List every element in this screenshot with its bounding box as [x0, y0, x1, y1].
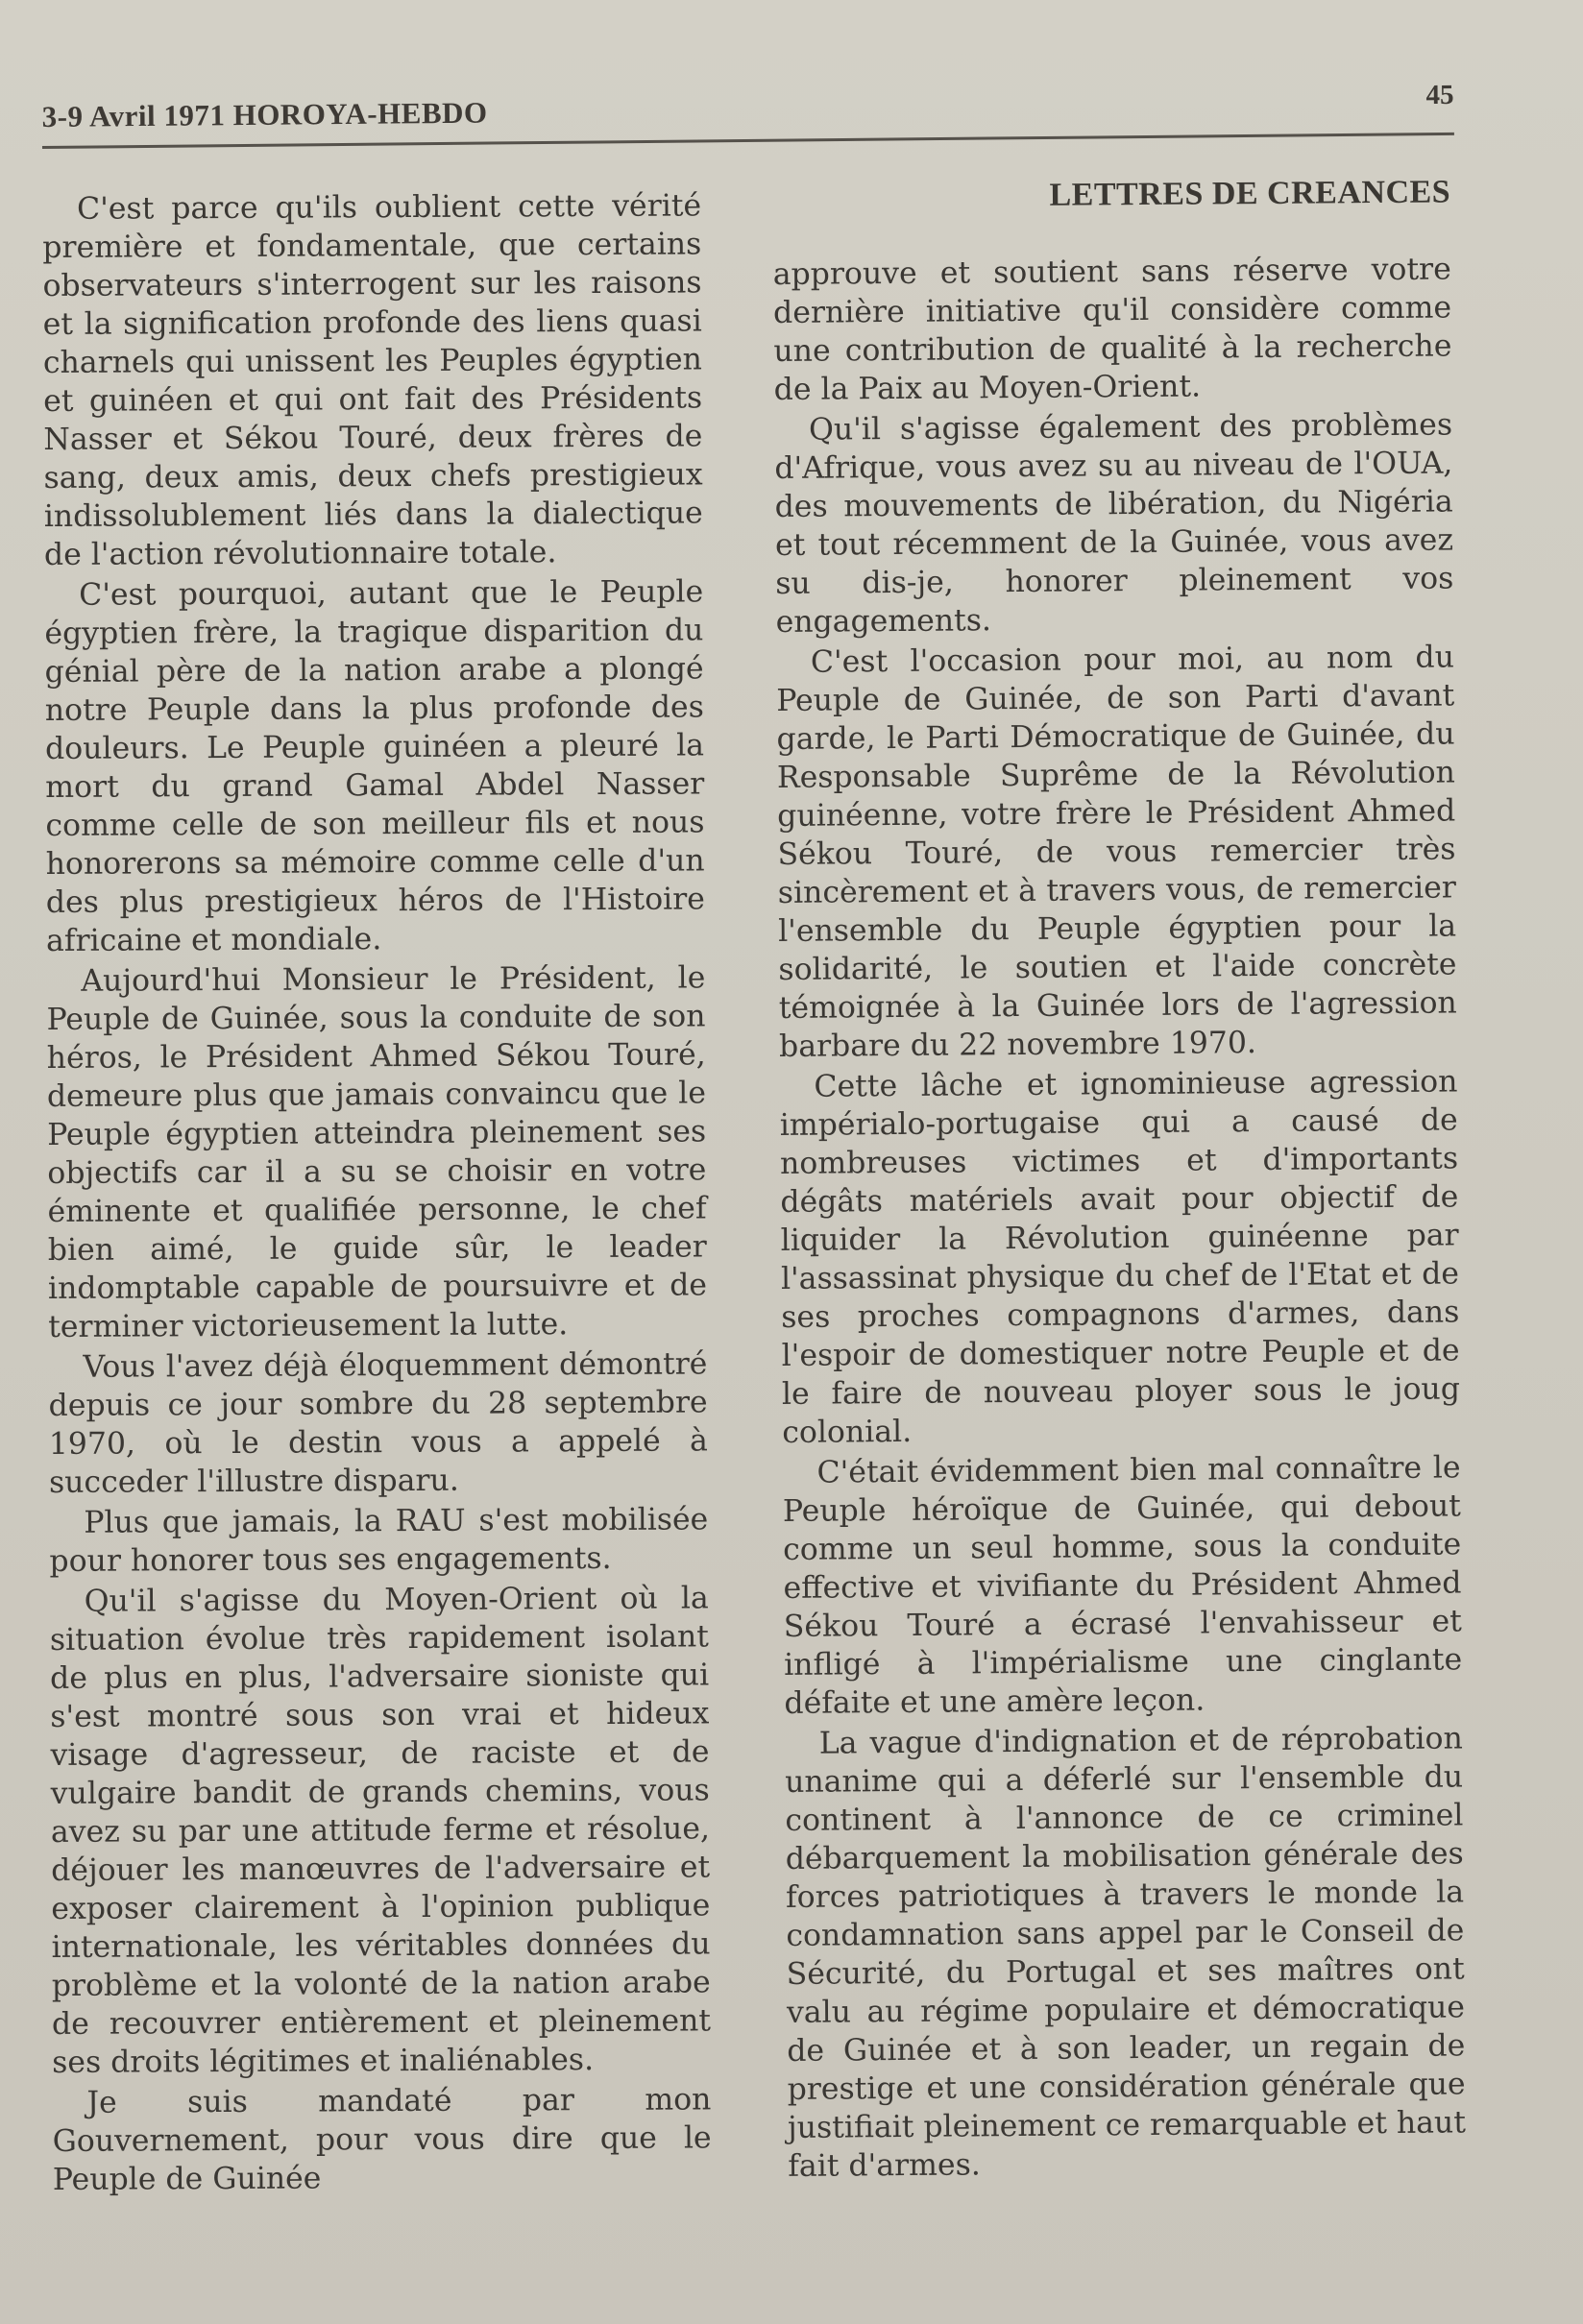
- paragraph-continued: approuve et soutient sans réserve votre dernière initiative qu'il considère comme une contribution de qualité à la recherche de la Paix au Moyen-Orient.: [772, 252, 1452, 407]
- paragraph: C'était évidemment bien mal connaître le Peuple héroïque de Guinée, qui debout comme un seul homme, sous la conduite effective et vivifiante du Président Ahmed Sékou Touré a écrasé l'envahisseur et infligé à l'impérialisme une cinglante défaite et une amère leçon.: [782, 1450, 1463, 1721]
- page-number: 45: [1425, 79, 1454, 111]
- paragraph: Cette lâche et ignominieuse agression impérialo-portugaise qui a causé de nombreuses victimes et d'importants dégâts matériels avait pour objectif de liquider la Révolution guinéenne par l'assassinat physique du chef de l'Etat et de ses proches compagnons d'armes, dans l'espoir de domestiquer notre Peuple et de le faire de nouveau ployer sous le joug colonial.: [779, 1064, 1461, 1450]
- issue-date-and-title: 3-9 Avril 1971 HOROYA-HEBDO: [41, 95, 488, 134]
- paragraph: Plus que jamais, la RAU s'est mobilisée pour honorer tous ses engagements.: [49, 1502, 709, 1579]
- paragraph: C'est parce qu'ils oublient cette vérité première et fondamentale, que certains observateurs s'interrogent sur les raisons et la signification profonde des liens quasi charnels qui unissent les Peuples égyptien et guinéen et qui ont fait des Présidents Nasser et Sékou Touré, deux frères de sang, deux amis, deux chefs prestigieux indissolublement liés dans la dialectique de l'action révolutionnaire totale.: [42, 188, 703, 572]
- paragraph: Je suis mandaté par mon Gouvernement, pour vous dire que le Peuple de Guinée: [52, 2082, 712, 2197]
- left-column: [42, 186, 712, 2201]
- paragraph: C'est l'occasion pour moi, au nom du Peuple de Guinée, de son Parti d'avant garde, le Parti Démocratique de Guinée, du Responsable Suprême de la Révolution guinéenne, votre frère le Président Ahmed Sékou Touré, de vous remercier très sincèrement et à travers vous, de remercier l'ensemble du Peuple égyptien pour la solidarité, le soutien et l'aide concrète témoignée à la Guinée lors de l'agression barbare du 22 novembre 1970.: [776, 640, 1457, 1064]
- paragraph: C'est pourquoi, autant que le Peuple égyptien frère, la tragique disparition du génial père de la nation arabe a plongé notre Peuple dans la plus profonde des douleurs. Le Peuple guinéen a pleuré la mort du grand Gamal Abdel Nasser comme celle de son meilleur fils et nous honorerons sa mémoire comme celle d'un des plus prestigieux héros de l'Histoire africaine et mondiale.: [44, 574, 705, 958]
- paragraph: Qu'il s'agisse du Moyen-Orient où la situation évolue très rapidement isolant de plus en plus, l'adversaire sioniste qui s'est montré sous son vrai et hideux visage d'agresseur, de raciste et de vulgaire bandit de grands chemins, vous avez su par une attitude ferme et résolue, déjouer les manœuvres de l'adversaire et exposer clairement à l'opinion publique internationale, les véritables données du problème et la volonté de la nation arabe de recouvrer entièrement et pleinement ses droits légitimes et inaliénables.: [49, 1581, 712, 2080]
- paragraph: Vous l'avez déjà éloquemment démontré depuis ce jour sombre du 28 septembre 1970, où le destin vous a appelé à succeder l'illustre disparu.: [48, 1346, 708, 1500]
- paragraph: Qu'il s'agisse également des problèmes d'Afrique, vous avez su au niveau de l'OUA, des mouvements de libération, du Nigéria et tout récemment de la Guinée, vous avez su dis-je, honorer pleinement vos engagements.: [774, 407, 1454, 640]
- running-header: [41, 75, 1454, 149]
- section-title: LETTRES DE CREANCES: [1049, 174, 1451, 213]
- paragraph: La vague d'indignation et de réprobation unanime qui a déferlé sur l'ensemble du continent à l'annonce de ce criminel débarquement la mobilisation générale des forces patriotiques à travers le monde la condamnation sans appel par le Conseil de Sécurité, du Portugal et ses maîtres ont valu au régime populaire et démocratique de Guinée et à son leader, un regain de prestige et une considération générale que justifiait pleinement ce remarquable et haut fait d'armes.: [784, 1721, 1467, 2184]
- paragraph: Aujourd'hui Monsieur le Président, le Peuple de Guinée, sous la conduite de son héros, le Président Ahmed Sékou Touré, demeure plus que jamais convaincu que le Peuple égyptien atteindra pleinement ses objectifs car il a su se choisir en votre éminente et qualifiée personne, le chef bien aimé, le guide sûr, le leader indomptable capable de poursuivre et de terminer victorieusement la lutte.: [46, 960, 708, 1344]
- right-column: [772, 173, 1466, 2187]
